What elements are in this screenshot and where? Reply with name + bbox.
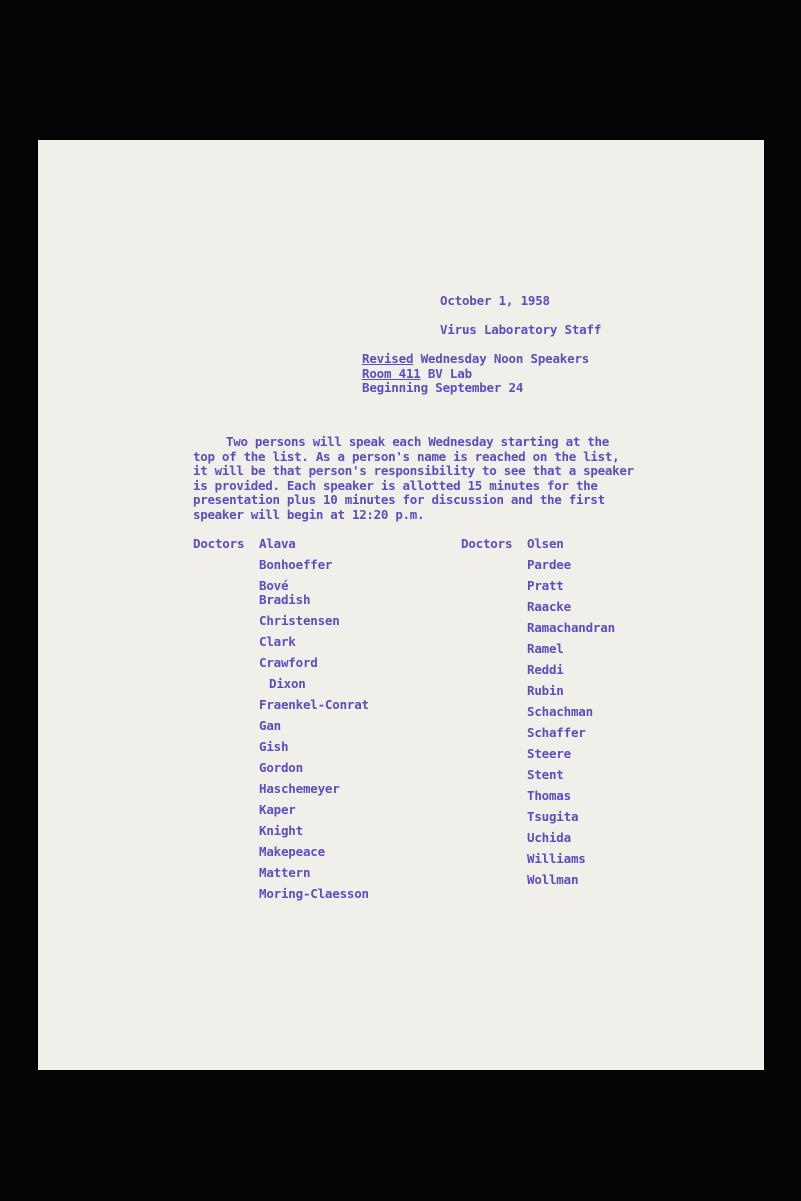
doctors-label: Doctors xyxy=(461,536,513,551)
paragraph-line: top of the list. As a person's name is reached on the list, xyxy=(193,448,620,464)
speaker-name: Gordon xyxy=(259,760,303,775)
doctors-label: Doctors xyxy=(193,536,245,551)
speaker-name: Bové xyxy=(259,578,289,593)
speaker-name: Ramel xyxy=(527,641,564,656)
speaker-name: Thomas xyxy=(527,788,571,803)
paragraph-line: it will be that person's responsibility to see that a speaker xyxy=(193,463,634,479)
speaker-name: Haschemeyer xyxy=(259,781,340,796)
speaker-name: Kaper xyxy=(259,802,296,817)
speaker-name: Knight xyxy=(259,823,303,838)
speaker-name: Mattern xyxy=(259,865,311,880)
instructions-paragraph xyxy=(193,435,643,523)
speaker-name: Makepeace xyxy=(259,844,325,859)
document-page xyxy=(38,140,764,1070)
paragraph-line: is provided. Each speaker is allotted 15 minutes for the xyxy=(193,477,598,493)
speaker-name: Rubin xyxy=(527,683,564,698)
speaker-name: Pratt xyxy=(527,578,564,593)
speaker-name: Schachman xyxy=(527,704,593,719)
speaker-name: Williams xyxy=(527,851,586,866)
speaker-name: Ramachandran xyxy=(527,620,615,635)
speaker-name: Clark xyxy=(259,634,296,649)
speaker-name: Stent xyxy=(527,767,564,782)
room-line xyxy=(362,367,472,381)
paragraph-line: speaker will begin at 12:20 p.m. xyxy=(193,506,425,522)
room-rest: BV Lab xyxy=(420,366,472,381)
revised-word: Revised xyxy=(362,351,414,366)
speaker-name: Raacke xyxy=(527,599,571,614)
paragraph-line: Two persons will speak each Wednesday starting at the xyxy=(226,434,609,449)
speaker-name: Uchida xyxy=(527,830,571,845)
speaker-name: Steere xyxy=(527,746,571,761)
speaker-name: Gan xyxy=(259,718,281,733)
speaker-name: Fraenkel-Conrat xyxy=(259,697,369,712)
speaker-name: Tsugita xyxy=(527,809,579,824)
beginning-line: Beginning September 24 xyxy=(362,380,524,395)
speaker-name: Christensen xyxy=(259,613,340,628)
group-line: Virus Laboratory Staff xyxy=(440,322,602,337)
room-word: Room 411 xyxy=(362,366,421,381)
speaker-name: Wollman xyxy=(527,872,579,887)
speaker-name: Olsen xyxy=(527,536,564,551)
date-line: October 1, 1958 xyxy=(440,293,550,308)
speaker-name: Bradish xyxy=(259,592,311,607)
speaker-name: Schaffer xyxy=(527,725,586,740)
speaker-name: Bonhoeffer xyxy=(259,557,333,572)
speaker-name: Pardee xyxy=(527,557,571,572)
speaker-name: Alava xyxy=(259,536,296,551)
speaker-name: Gish xyxy=(259,739,289,754)
speaker-name: Crawford xyxy=(259,655,318,670)
speaker-name: Moring-Claesson xyxy=(259,886,369,901)
title-line xyxy=(362,352,589,366)
title-rest: Wednesday Noon Speakers xyxy=(413,351,590,366)
paragraph-line: presentation plus 10 minutes for discussion and the first xyxy=(193,492,605,508)
speaker-name: Dixon xyxy=(269,676,306,691)
speaker-name: Reddi xyxy=(527,662,564,677)
